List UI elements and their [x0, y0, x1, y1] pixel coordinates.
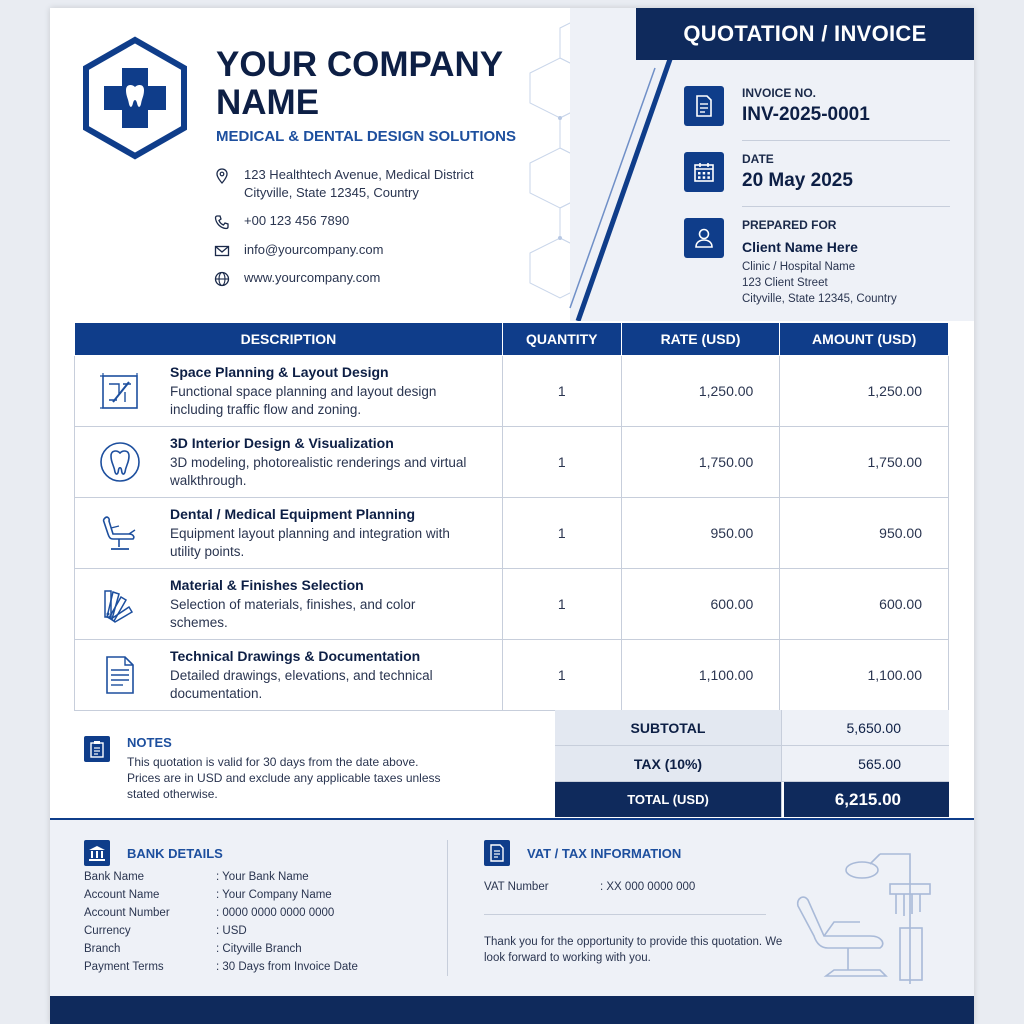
calendar-icon [684, 152, 724, 192]
notes-text: This quotation is valid for 30 days from the date above. Prices are in USD and exclude any applicable taxes unless stated otherwise. [127, 755, 441, 801]
invoice-document-icon [684, 86, 724, 126]
bank-field-value: : USD [216, 925, 247, 937]
tax-document-icon [484, 840, 510, 866]
bank-field-label: Account Number [84, 907, 170, 919]
totals-summary [555, 710, 949, 817]
amount-cell: 950.00 [780, 498, 949, 569]
item-description: Equipment layout planning and integration with utility points. [170, 525, 450, 559]
bank-field-label: Account Name [84, 889, 160, 901]
client-line-3: Cityville, State 12345, Country [742, 293, 897, 305]
prepared-for-block [686, 218, 950, 318]
table-row [75, 498, 949, 569]
item-description: Selection of materials, finishes, and color schemes. [170, 596, 416, 630]
divider [742, 140, 950, 141]
rate-cell: 950.00 [621, 498, 780, 569]
item-title: Technical Drawings & Documentation [170, 647, 421, 664]
invoice-number-value: INV-2025-0001 [742, 104, 870, 125]
item-description: 3D modeling, photorealistic renderings and virtual walkthrough. [170, 454, 467, 488]
subtotal-row [555, 710, 949, 746]
bank-details-title: BANK DETAILS [127, 846, 223, 861]
table-header-row [75, 323, 949, 356]
description-cell [75, 569, 503, 640]
divider [484, 914, 766, 915]
company-name: YOUR COMPANY NAME [216, 45, 503, 122]
subtotal-label: SUBTOTAL [555, 710, 782, 745]
address-row [216, 166, 474, 202]
subtotal-value: 5,650.00 [782, 710, 949, 745]
bank-field-value: : 30 Days from Invoice Date [216, 961, 358, 973]
item-description: Detailed drawings, elevations, and technical documentation. [170, 667, 433, 701]
color-swatch-icon [99, 583, 141, 625]
column-header-rate: RATE (USD) [621, 323, 780, 356]
address-line-1: 123 Healthtech Avenue, Medical District [244, 167, 474, 182]
item-title: Space Planning & Layout Design [170, 363, 389, 380]
bank-field-value: : Your Bank Name [216, 871, 309, 883]
bank-field-label: Bank Name [84, 871, 145, 883]
website-url[interactable]: www.yourcompany.com [244, 270, 381, 285]
vat-number-label: VAT Number [484, 881, 549, 893]
company-tagline: MEDICAL & DENTAL DESIGN SOLUTIONS [216, 128, 517, 145]
phone-row [216, 212, 349, 230]
bank-field-value: : Your Company Name [216, 889, 332, 901]
amount-cell: 600.00 [780, 569, 949, 640]
item-title: Dental / Medical Equipment Planning [170, 505, 416, 522]
description-cell [75, 427, 503, 498]
client-line-1: Clinic / Hospital Name [742, 261, 856, 273]
phone-number[interactable]: +00 123 456 7890 [244, 213, 350, 228]
vat-number-value: : XX 000 0000 000 [600, 881, 696, 893]
email-address[interactable]: info@yourcompany.com [244, 242, 384, 257]
rate-cell: 1,750.00 [621, 427, 780, 498]
bank-field-label: Branch [84, 943, 121, 955]
table-row [75, 356, 949, 427]
invoice-page [50, 8, 974, 1024]
quantity-cell: 1 [502, 498, 621, 569]
quantity-cell: 1 [502, 569, 621, 640]
amount-cell: 1,750.00 [780, 427, 949, 498]
tax-row [555, 746, 949, 782]
description-cell [75, 356, 503, 427]
description-cell [75, 498, 503, 569]
divider [742, 206, 950, 207]
document-icon [99, 654, 141, 696]
date-block [686, 152, 950, 212]
column-header-amount: AMOUNT (USD) [780, 323, 949, 356]
date-label: DATE [742, 152, 774, 166]
amount-cell: 1,250.00 [780, 356, 949, 427]
tax-label: TAX (10%) [555, 746, 782, 781]
client-name: Client Name Here [742, 239, 858, 255]
bank-field-label: Payment Terms [84, 961, 164, 973]
rate-cell: 1,250.00 [621, 356, 780, 427]
tax-value: 565.00 [782, 746, 949, 781]
bank-field-value: : Cityville Branch [216, 943, 302, 955]
item-title: 3D Interior Design & Visualization [170, 434, 394, 451]
rate-cell: 1,100.00 [621, 640, 780, 711]
bank-field-value: : 0000 0000 0000 0000 [216, 907, 335, 919]
dental-chair-icon [99, 512, 141, 554]
quantity-cell: 1 [502, 640, 621, 711]
dental-chair-illustration-icon [790, 844, 940, 992]
table-row [75, 569, 949, 640]
line-items-table [74, 322, 949, 711]
column-header-description: DESCRIPTION [75, 323, 503, 356]
total-row [555, 782, 949, 817]
tooth-icon [99, 441, 141, 483]
notes-title: NOTES [127, 735, 172, 750]
table-row [75, 427, 949, 498]
column-header-quantity: QUANTITY [502, 323, 621, 356]
footer-bar [50, 996, 974, 1024]
user-icon [684, 218, 724, 258]
email-row [216, 241, 383, 259]
clipboard-icon [84, 736, 110, 762]
item-description: Functional space planning and layout design including traffic flow and zoning. [170, 383, 437, 417]
amount-cell: 1,100.00 [780, 640, 949, 711]
layout-plan-icon [99, 370, 141, 412]
thank-you-message: Thank you for the opportunity to provide this quotation. We look forward to working with you. [484, 936, 783, 964]
divider [447, 840, 448, 976]
prepared-for-label: PREPARED FOR [742, 218, 837, 232]
item-title: Material & Finishes Selection [170, 576, 364, 593]
table-row [75, 640, 949, 711]
location-pin-icon [214, 168, 230, 184]
client-line-2: 123 Client Street [742, 277, 828, 289]
bank-field-label: Currency [84, 925, 131, 937]
phone-icon [214, 214, 230, 230]
rate-cell: 600.00 [621, 569, 780, 640]
description-cell [75, 640, 503, 711]
date-value: 20 May 2025 [742, 170, 853, 191]
document-title: QUOTATION / INVOICE [636, 8, 974, 60]
total-value: 6,215.00 [782, 782, 949, 817]
website-row [216, 269, 380, 287]
invoice-number-label: INVOICE NO. [742, 86, 817, 100]
company-logo-icon [80, 36, 190, 160]
invoice-number-block [686, 86, 950, 146]
address-line-2: Cityville, State 12345, Country [244, 185, 419, 200]
total-label: TOTAL (USD) [555, 782, 782, 817]
quantity-cell: 1 [502, 427, 621, 498]
vat-info-title: VAT / TAX INFORMATION [527, 846, 682, 861]
mail-icon [214, 243, 230, 259]
globe-icon [214, 271, 230, 287]
quantity-cell: 1 [502, 356, 621, 427]
bank-icon [84, 840, 110, 866]
